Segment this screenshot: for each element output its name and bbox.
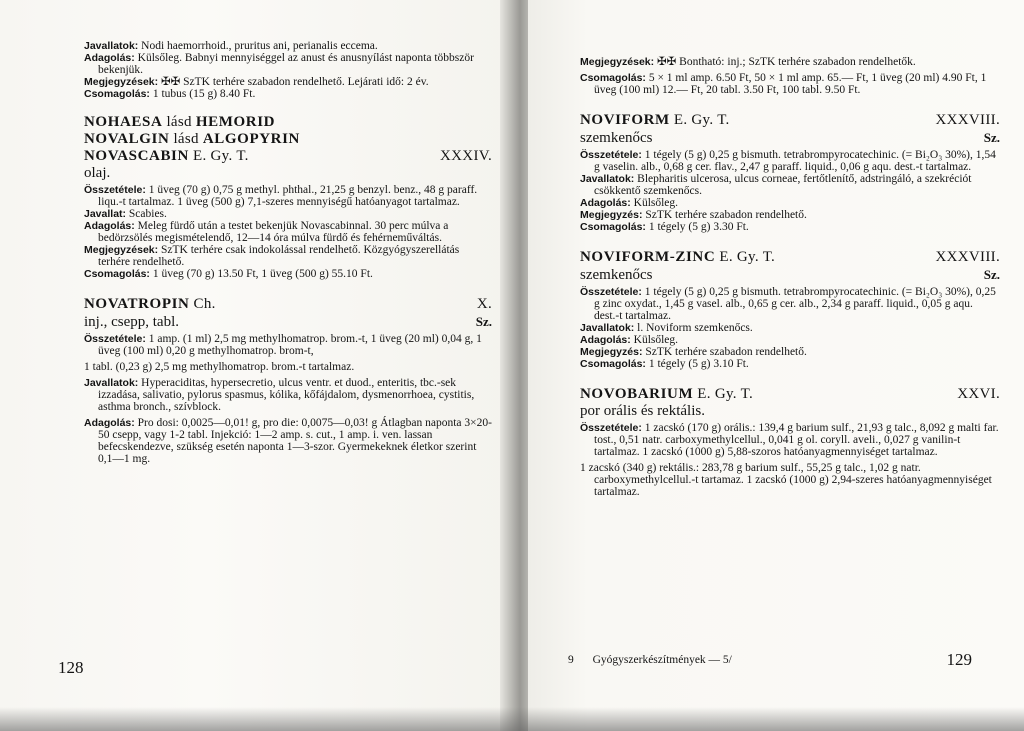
entry-line: Összetétele: 1 amp. (1 ml) 2,5 mg methylhomatrop. brom.-t, 1 üveg (20 ml) 0,04 g, 1 üveg (100 ml) 0,20 g methylhomatrop. brom-t,: [84, 333, 482, 357]
entry-line: Megjegyzések: ✠✠ Bontható: inj.; SzTK terhére szabadon rendelhetők.: [580, 56, 916, 68]
manufacturer: E. Gy. T.: [719, 249, 776, 265]
cross-references: [84, 114, 492, 148]
entry-line: Adagolás: Külsőleg.: [580, 334, 679, 346]
entry-line: Összetétele: 1 üveg (70 g) 0,75 g methyl. phthal., 21,25 g benzyl. benz., 48 g paraff. liqu.-t tartalmaz. 1 üveg (500 g) 7,1-szeres mennyiségű hatóanyagot tartalmaz.: [84, 184, 478, 208]
group-number: X.: [476, 296, 492, 312]
entry-heading: [84, 148, 492, 165]
manufacturer: E. Gy. T.: [697, 386, 754, 402]
entry-novatropin: [84, 296, 492, 465]
manufacturer: Ch.: [193, 296, 216, 312]
group-number: XXXIV.: [440, 148, 492, 164]
entry-line: Összetétele: 1 tégely (5 g) 0,25 g bismuth. tetrabrompyrocatechinic. (= Bi₂O₃ 30%), 1,54 g vaselin. alb., 0,68 g cer. flav., 2,47 g paraff. liquid., 0,06 g aqu. dest.-t tartalmaz.: [580, 149, 996, 173]
entry-line: Javallatok: Hyperaciditas, hypersecretio, ulcus ventr. et duod., enteritis, tbc.-sek izzadása, salivatio, pylorus spasmus, kólika, kőfájdalom, dysmenorrhoea, cystitis, asthma bronch., szívblock.: [84, 377, 475, 413]
prescription-mark: Sz.: [475, 314, 492, 329]
entry-line: Adagolás: Külsőleg. Babnyi mennyiséggel az anust és anusnyílást naponta többször bekenjük.: [84, 52, 474, 76]
entry-line: Megjegyzések: ✠✠ SzTK terhére szabadon rendelhető. Lejárati idő: 2 év.: [84, 76, 429, 88]
entry-line: Összetétele: 1 zacskó (170 g) orális.: 139,4 g barium sulf., 21,93 g talc., 8,092 g malti far. tost., 0,51 natr. carboxymethylcellul., 0,041 g ol. coryll. aveli., 0,027 g vanilin-t tartalmaz. 1 zacskó (1000 g) 5,88-szoros hatóanyagmennyiséget tartalmaz.: [580, 422, 999, 458]
manufacturer: E. Gy. T.: [673, 112, 730, 128]
entry-line: 1 zacskó (340 g) rektális.: 283,78 g barium sulf., 55,25 g talc., 1,02 g natr. carboxymethylcellul.-t tartamaz. 1 zacskó (1000 g) 2,94-szeres hatóanyagmennyiséget tartalmaz.: [580, 462, 992, 498]
hemorid-continuation: [84, 40, 492, 100]
entry-line: Megjegyzés: SzTK terhére szabadon rendelhető.: [580, 346, 807, 358]
entry-line: Adagolás: Meleg fürdő után a testet bekenjük Novascabinnal. 30 perc múlva a bedörzsölés megismételendő, 12—14 óra múlva fürdő és fehérneműváltás.: [84, 220, 449, 244]
entry-line: Javallatok: l. Noviform szemkenőcs.: [580, 322, 753, 334]
entry-novascabin: [84, 148, 492, 280]
entry-line: Csomagolás: 1 tégely (5 g) 3.10 Ft.: [580, 358, 749, 370]
entry-line: Csomagolás: 1 tubus (15 g) 8.40 Ft.: [84, 88, 256, 100]
drug-name: NOVIFORM-ZINC: [580, 249, 716, 265]
entry-heading: [580, 112, 1000, 129]
entry-line: Megjegyzés: SzTK terhére szabadon rendelhető.: [580, 209, 807, 221]
page-number-right: 129: [946, 650, 972, 669]
entry-noviform-zinc: [580, 249, 1000, 370]
entry-heading: [84, 296, 492, 313]
cross-ref-nohaesa: NOHAESA lásd HEMORID: [84, 114, 276, 130]
drug-name: NOVASCABIN: [84, 148, 189, 164]
cross-ref-novalgin: NOVALGIN lásd ALGOPYRIN: [84, 131, 300, 147]
group-number: XXXVIII.: [935, 249, 1000, 265]
entry-line: Adagolás: Pro dosi: 0,0025—0,01! g, pro die: 0,0075—0,03! g Átlagban naponta 3×20-50 csepp, vagy 1-2 tabl. Injekció: 1—2 amp. s. cut., 1 amp. i. ven. lassan befecskendezve, szükség esetén naponta 1—3-szor. Gyermekeknek életkor szerint 0,1—1 mg.: [84, 417, 492, 465]
group-number: XXVI.: [957, 386, 1000, 402]
page-footer: [568, 654, 888, 666]
drug-name: NOVOBARIUM: [580, 386, 694, 402]
entry-heading: [580, 249, 1000, 266]
novatropin-continuation: [580, 56, 1000, 96]
entry-noviform: [580, 112, 1000, 233]
group-number: XXXVIII.: [935, 112, 1000, 128]
entry-novobarium: [580, 386, 1000, 498]
dosage-form: inj., csepp, tabl. Sz.: [84, 314, 492, 330]
prescription-mark: Sz.: [983, 267, 1000, 282]
entry-line: Adagolás: Külsőleg.: [580, 197, 679, 209]
drug-name: NOVIFORM: [580, 112, 670, 128]
scan-bottom-shadow: [0, 707, 1024, 731]
entry-line: Javallatok: Blepharitis ulcerosa, ulcus corneae, fertőtlenítő, adstringáló, a szekréciót csökkentő szemkenőcs.: [580, 173, 972, 197]
signature-mark: 9: [568, 654, 574, 666]
entry-line: Összetétele: 1 tégely (5 g) 0,25 g bismuth. tetrabrompyrocatechinic. (= Bi₂O₃ 30%), 0,25 g zinc oxydat., 1,45 g vasel. alb., 0,65 g cer. alb., 2,34 g paraff. liquid., 0,05 g aqu. dest.-t tartalmaz.: [580, 286, 996, 322]
left-column: [84, 40, 492, 465]
entry-line: 1 tabl. (0,23 g) 2,5 mg methylhomatrop. brom.-t tartalmaz.: [84, 361, 355, 373]
drug-name: NOVATROPIN: [84, 296, 190, 312]
manufacturer: E. Gy. T.: [192, 148, 249, 164]
dosage-form: szemkenőcs Sz.: [580, 267, 1000, 283]
right-page: [528, 0, 1024, 731]
entry-line: Javallatok: Nodi haemorrhoid., pruritus ani, perianalis eccema.: [84, 40, 378, 52]
dosage-form: olaj.: [84, 165, 111, 181]
footer-title: Gyógyszerkészítmények — 5/: [592, 654, 732, 666]
entry-heading: [580, 386, 1000, 403]
dosage-form: szemkenőcs Sz.: [580, 130, 1000, 146]
page-number-left: 128: [58, 658, 84, 677]
entry-line: Megjegyzések: SzTK terhére csak indokolással rendelhető. Közgyógyszerellátás terhére rendelhető.: [84, 244, 460, 268]
entry-line: Csomagolás: 1 üveg (70 g) 13.50 Ft, 1 üveg (500 g) 55.10 Ft.: [84, 268, 373, 280]
dosage-form: por orális és rektális.: [580, 403, 705, 419]
prescription-mark: Sz.: [983, 130, 1000, 145]
right-column: [580, 56, 1000, 498]
entry-line: Javallat: Scabies.: [84, 208, 167, 220]
entry-line: Csomagolás: 1 tégely (5 g) 3.30 Ft.: [580, 221, 749, 233]
entry-line: Csomagolás: 5 × 1 ml amp. 6.50 Ft, 50 × 1 ml amp. 65.— Ft, 1 üveg (20 ml) 4.90 Ft, 1 üveg (100 ml) 12.— Ft, 20 tabl. 3.50 Ft, 100 tabl. 9.50 Ft.: [580, 72, 987, 96]
